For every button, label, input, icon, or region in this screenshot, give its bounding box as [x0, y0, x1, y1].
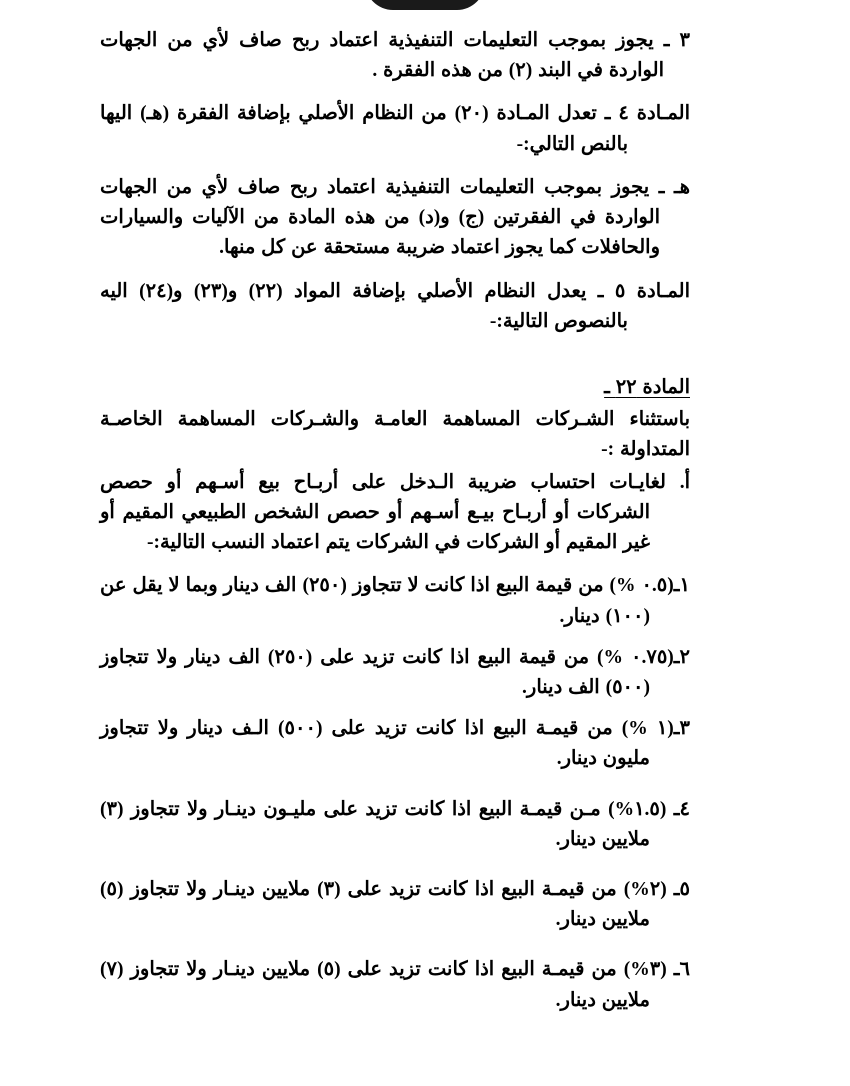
paragraph-clause-h [100, 173, 690, 264]
section-intro [100, 405, 690, 465]
section-heading-article-22 [100, 373, 690, 403]
paragraph-text: المـادة ٥ ـ يعدل النظام الأصلي بإضافة المواد (٢٢) و(٢٣) و(٢٤) اليه بالنصوص التالية:- [100, 280, 690, 332]
paragraph-article-4 [100, 99, 690, 159]
paragraph-text: المـادة ٤ ـ تعدل المـادة (٢٠) من النظام الأصلي بإضافة الفقرة (هـ) اليها بالنص التالي:- [100, 103, 690, 155]
section-clause-a [100, 468, 690, 559]
list-item-text: ٥ـ (٢%) من قيمـة البيع اذا كانت تزيد على (٣) ملايين دينـار ولا تتجاوز (٥) ملايين دينار. [100, 879, 690, 931]
list-item [100, 955, 690, 1015]
list-item-text: ٣ـ(١ %) من قيمـة البيع اذا كانت تزيد على (٥٠٠) الـف دينار ولا تتجاوز مليون دينار. [100, 718, 690, 770]
list-item [100, 795, 690, 855]
list-item [100, 571, 690, 631]
document-body [100, 0, 690, 1016]
paragraph-article-5 [100, 277, 690, 337]
list-item-text: ٤ـ (١.٥%) مـن قيمـة البيع اذا كانت تزيد على مليـون دينـار ولا تتجاوز (٣) ملايين دينار. [100, 798, 690, 850]
section-intro-text: باستثناء الشـركات المساهمة العامـة والشـركات المساهمة الخاصـة المتداولة :- [100, 409, 690, 461]
paragraph-text: هـ ـ يجوز بموجب التعليمات التنفيذية اعتماد ربح صاف لأي من الجهات الواردة في الفقرتين (ج) و(د) من هذه المادة من الآليات والسيارات والحافلات كما يجوز اعتماد ضريبة مستحقة عن كل منها. [100, 176, 690, 259]
paragraph-text: ٣ ـ يجوز بموجب التعليمات التنفيذية اعتماد ربح صاف لأي من الجهات الواردة في البند (٢) من هذه الفقرة . [100, 30, 690, 82]
section-heading-text: المادة ٢٢ ـ [604, 376, 690, 398]
list-item [100, 714, 690, 774]
rates-list [100, 571, 690, 1016]
section-clause-a-text: أ. لغايـات احتساب ضريبة الـدخل على أربـاح بيع أسـهم أو حصص الشركات أو أربـاح بيـع أسـهم أو حصص الشخص الطبيعي المقيم أو غير المقيم أو الشركات في الشركات يتم اعتماد النسب التالية:- [100, 471, 690, 554]
list-item-text: ٦ـ (٣%) من قيمـة البيع اذا كانت تزيد على (٥) ملايين دينـار ولا تتجاوز (٧) ملايين دينار. [100, 959, 690, 1011]
paragraph-item-3 [100, 26, 690, 86]
list-item-text: ١ـ(٠.٥ %) من قيمة البيع اذا كانت لا تتجاوز (٢٥٠) الف دينار وبما لا يقل عن (١٠٠) دينار. [100, 575, 690, 627]
list-item [100, 875, 690, 935]
list-item [100, 643, 690, 703]
list-item-text: ٢ـ(٠.٧٥ %) من قيمة البيع اذا كانت تزيد على (٢٥٠) الف دينار ولا تتجاوز (٥٠٠) الف دينار. [100, 646, 690, 698]
